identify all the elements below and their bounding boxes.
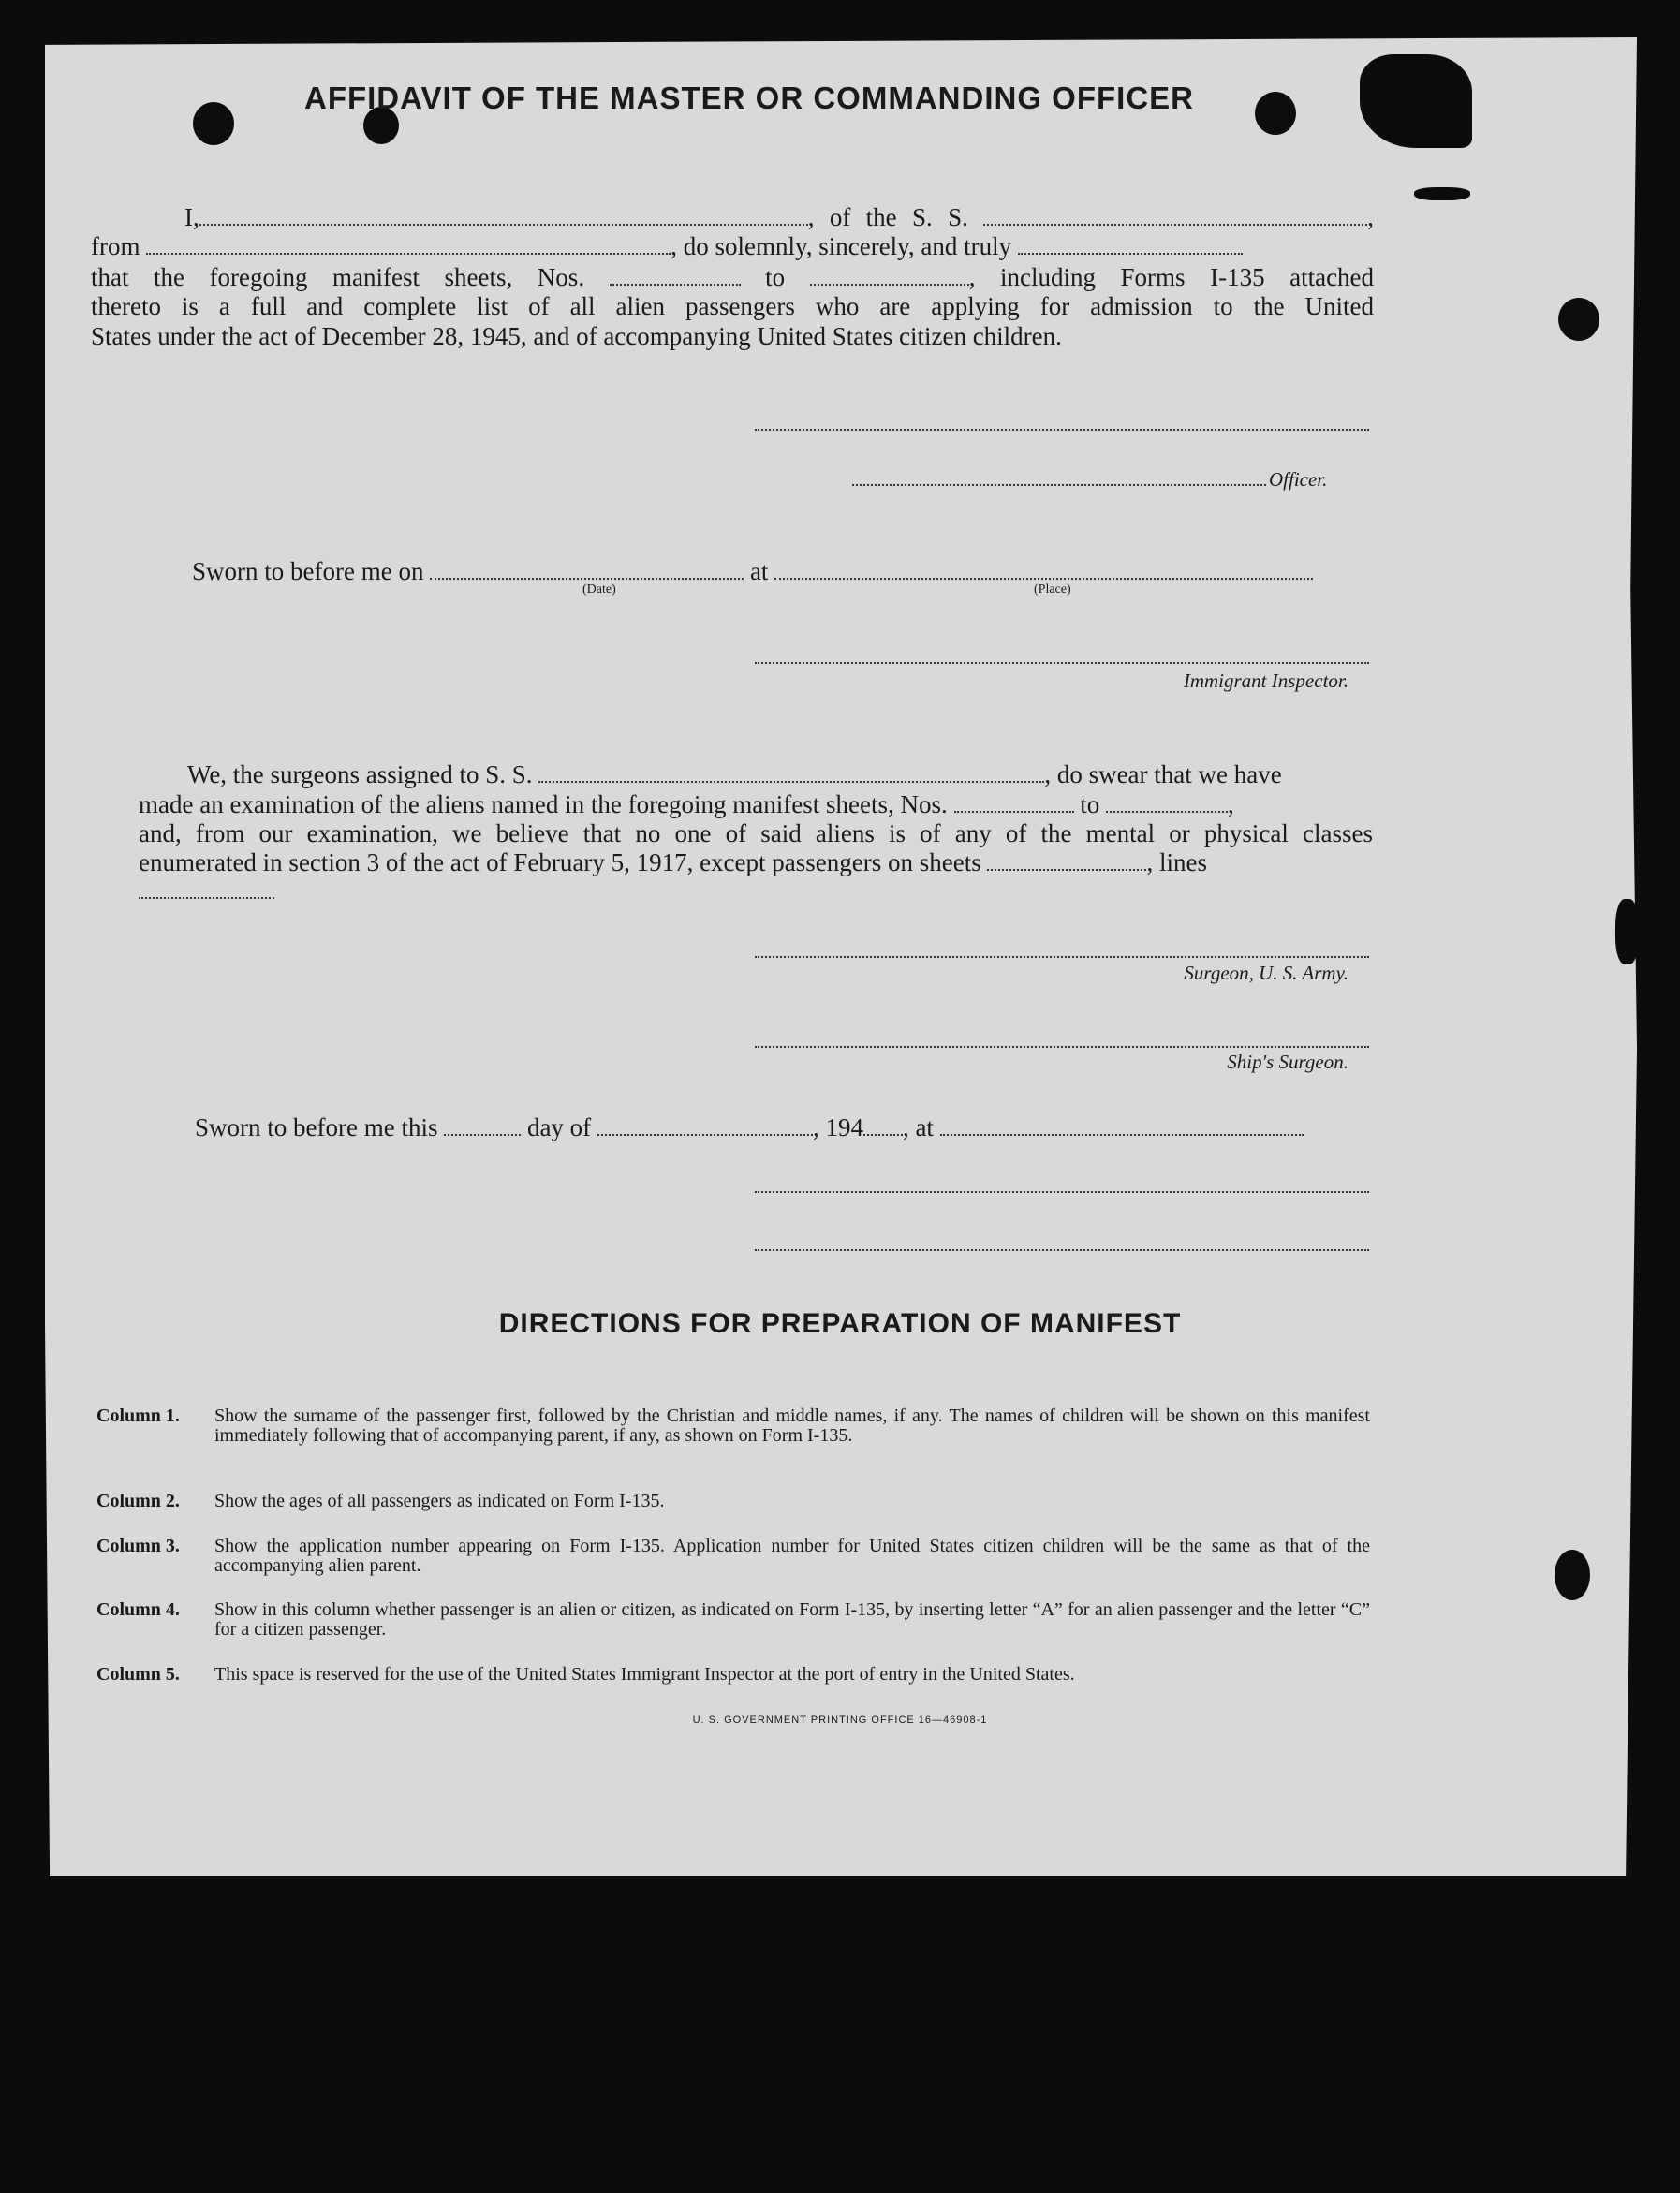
officer-label: Officer. [1269, 468, 1328, 491]
punch-hole-right-lower [1555, 1550, 1590, 1600]
affidavit-line-3: that the foregoing manifest sheets, Nos. to , including Forms I-135 attached [91, 263, 1375, 291]
direction-text-1: Show the surname of the passenger first, followed by the Christian and middle names, if any. The names of children will be shown on this manifest immediately following that of accompanying parent, if any, as shown on Form I-135. [214, 1406, 1370, 1446]
direction-label-1: Column 1. [96, 1406, 180, 1426]
surgeons-line-3: and, from our examination, we believe that no one of said aliens is of any of the mental or physical classes [139, 819, 1373, 847]
torn-edge-right [1615, 899, 1639, 964]
affidavit-line-2: from , do solemnly, sincerely, and truly [91, 231, 1374, 261]
lines-continuation [139, 897, 274, 899]
printer-imprint: U. S. GOVERNMENT PRINTING OFFICE 16—46908-1 [692, 1715, 988, 1726]
direction-text-3: Show the application number appearing on Form I-135. Application number for United States citizen children will be the same as that of the accompanying alien parent. [214, 1536, 1370, 1576]
affidavit-line-5: States under the act of December 28, 1945, and of accompanying United States citizen children. [91, 322, 1062, 350]
surgeons-line-4: enumerated in section 3 of the act of February 5, 1917, except passengers on sheets , lines [139, 848, 1207, 876]
army-surgeon-signature-line [755, 956, 1369, 958]
direction-text-4: Show in this column whether passenger is an alien or citizen, as indicated on Form I-135, by inserting letter “A” for an alien passenger and the letter “C” for a citizen passenger. [214, 1599, 1370, 1640]
direction-item-5 [96, 1665, 1370, 1685]
officer-signature-line [852, 484, 1266, 486]
ships-surgeon-signature-line [755, 1046, 1369, 1048]
inspector-signature-line [755, 662, 1369, 664]
direction-item-1 [96, 1406, 1370, 1446]
place-label: (Place) [1034, 582, 1071, 596]
direction-label-5: Column 5. [96, 1664, 180, 1685]
direction-item-2 [96, 1492, 1370, 1511]
sworn-line-1: Sworn to before me on at [192, 556, 1372, 586]
direction-label-3: Column 3. [96, 1536, 180, 1556]
surgeons-line-2: made an examination of the aliens named in the foregoing manifest sheets, Nos. to , [139, 790, 1234, 818]
direction-item-3 [96, 1537, 1370, 1576]
punch-hole-right [1558, 298, 1599, 341]
affidavit-line-1: I, , of the S. S. , [184, 203, 1375, 231]
date-label: (Date) [582, 582, 616, 596]
affidavit-title: AFFIDAVIT OF THE MASTER OR COMMANDING OFFICER [303, 81, 1194, 115]
signature-line-2 [755, 1191, 1369, 1193]
army-surgeon-label: Surgeon, U. S. Army. [1184, 962, 1348, 984]
direction-label-2: Column 2. [96, 1491, 180, 1511]
sworn-line-2: Sworn to before me this day of , 194 , at [195, 1112, 1375, 1142]
direction-item-4 [96, 1600, 1370, 1640]
affidavit-line-4: thereto is a full and complete list of all alien passengers who are applying for admission to the United [91, 292, 1374, 320]
signature-line-1 [755, 429, 1369, 431]
torn-edge [1414, 187, 1470, 200]
surgeons-line-1: We, the surgeons assigned to S. S. , do swear that we have [187, 760, 1282, 788]
direction-label-4: Column 4. [96, 1599, 180, 1620]
ships-surgeon-label: Ship's Surgeon. [1227, 1051, 1348, 1073]
inspector-label: Immigrant Inspector. [1183, 670, 1348, 692]
signature-line-3 [755, 1249, 1369, 1251]
directions-title: DIRECTIONS FOR PREPARATION OF MANIFEST [498, 1308, 1182, 1339]
direction-text-2: Show the ages of all passengers as indicated on Form I-135. [214, 1491, 665, 1511]
direction-text-5: This space is reserved for the use of the United States Immigrant Inspector at the port of entry in the United States. [214, 1664, 1075, 1685]
